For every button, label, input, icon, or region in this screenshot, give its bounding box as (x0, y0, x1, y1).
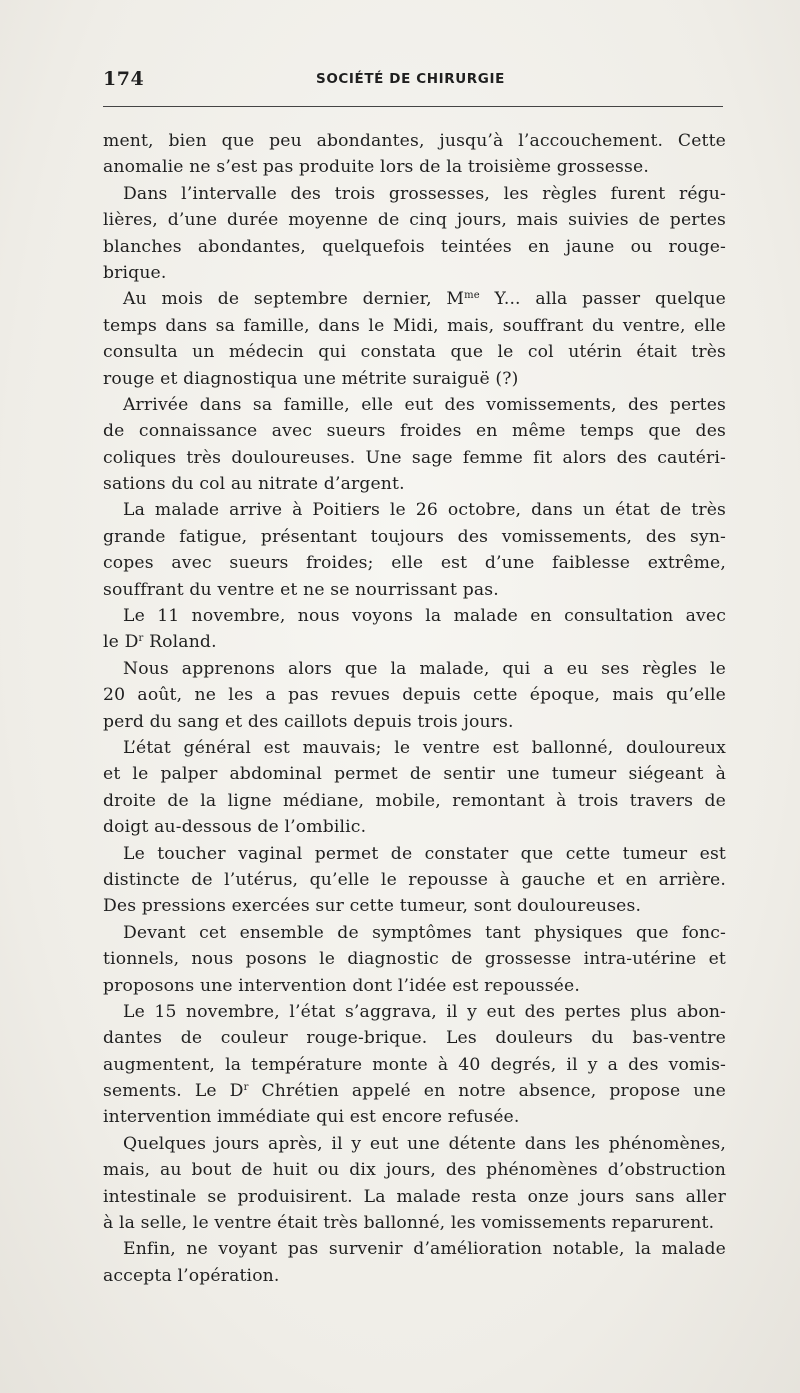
text-line-content: lières, d’une durée moyenne de cinq jours, mais suivies de pertes (103, 210, 726, 231)
text-line (103, 761, 726, 787)
text-line (103, 893, 726, 919)
text-line-content: coliques très douloureuses. Une sage femme fit alors des cautéri- (103, 447, 726, 468)
text-line (103, 973, 726, 999)
superscript: me (464, 290, 480, 302)
text-line-content: Enfin, ne voyant pas survenir d’amélioration notable, la malade (123, 1239, 726, 1260)
text-line (103, 603, 726, 629)
text-line (103, 682, 726, 708)
body-text (103, 128, 726, 1289)
text-line-content: Nous apprenons alors que la malade, qui a eu ses règles le (123, 658, 726, 679)
page-header (103, 68, 723, 96)
text-line-content: Devant cet ensemble de symptômes tant physiques que fonc- (123, 922, 726, 943)
text-line-content: tionnels, nous posons le diagnostic de grossesse intra-utérine et (103, 949, 726, 970)
text-line (103, 1104, 726, 1130)
text-line (103, 920, 726, 946)
text-line (103, 946, 726, 972)
text-line (103, 339, 726, 365)
text-line (103, 313, 726, 339)
text-line (103, 445, 726, 471)
text-line-content: droite de la ligne médiane, mobile, remontant à trois travers de (103, 790, 726, 811)
text-line (103, 841, 726, 867)
text-line (103, 814, 726, 840)
text-line-content: L’état général est mauvais; le ventre est ballonné, douloureux (123, 737, 726, 758)
text-line (103, 1052, 726, 1078)
text-line-content: temps dans sa famille, dans le Midi, mais, souffrant du ventre, elle (103, 315, 726, 336)
text-line-content: et le palper abdominal permet de sentir une tumeur siégeant à (103, 764, 726, 785)
running-title: SOCIÉTÉ DE CHIRURGIE (316, 71, 505, 87)
text-line (103, 260, 726, 286)
text-line-content: anomalie ne s’est pas produite lors de la troisième grossesse. (103, 157, 649, 178)
superscript: r (138, 633, 144, 645)
text-line (103, 1131, 726, 1157)
text-line-content: à la selle, le ventre était très ballonné, les vomissements reparurent. (103, 1213, 715, 1234)
text-line (103, 709, 726, 735)
text-line-content: Dans l’intervalle des trois grossesses, les règles furent régu- (123, 183, 726, 204)
text-line-content: Au mois de septembre dernier, M (123, 289, 465, 310)
text-line (103, 418, 726, 444)
text-line (103, 154, 726, 180)
text-line (103, 629, 726, 655)
text-line-content: rouge et diagnostiqua une métrite suraiguë (?) (103, 368, 519, 389)
text-line-content: Le toucher vaginal permet de constater que cette tumeur est (123, 843, 726, 864)
text-line-continuation: Roland. (143, 632, 217, 653)
text-line-content: perd du sang et des caillots depuis trois jours. (103, 711, 514, 732)
text-line (103, 735, 726, 761)
text-line (103, 1078, 726, 1104)
text-line-content: consulta un médecin qui constata que le col utérin était très (103, 342, 726, 363)
text-line (103, 999, 726, 1025)
text-line (103, 1263, 726, 1289)
text-line (103, 524, 726, 550)
text-line-content: Arrivée dans sa famille, elle eut des vomissements, des pertes (123, 394, 726, 415)
text-line-content: Quelques jours après, il y eut une détente dans les phénomènes, (123, 1133, 726, 1154)
text-line (103, 550, 726, 576)
text-line (103, 207, 726, 233)
text-line-content: Des pressions exercées sur cette tumeur, sont douloureuses. (103, 896, 642, 917)
text-line-content: grande fatigue, présentant toujours des vomissements, des syn- (103, 526, 726, 547)
text-line-content: doigt au-dessous de l’ombilic. (103, 817, 367, 838)
text-line-content: accepta l’opération. (103, 1265, 280, 1286)
text-line (103, 128, 726, 154)
text-line (103, 366, 726, 392)
text-line (103, 234, 726, 260)
text-line-content: intervention immédiate qui est encore refusée. (103, 1107, 520, 1128)
text-line-content: augmentent, la température monte à 40 degrés, il y a des vomis- (103, 1054, 726, 1075)
text-line (103, 1210, 726, 1236)
text-line (103, 788, 726, 814)
text-line-content: dantes de couleur rouge-brique. Les douleurs du bas-ventre (103, 1028, 726, 1049)
text-line-content: intestinale se produisirent. La malade resta onze jours sans aller (103, 1186, 726, 1207)
text-line-content: distincte de l’utérus, qu’elle le repousse à gauche et en arrière. (103, 869, 726, 890)
text-line-content: souffrant du ventre et ne se nourrissant pas. (103, 579, 499, 600)
text-line-content: de connaissance avec sueurs froides en même temps que des (103, 421, 726, 442)
text-line-content: le D (103, 632, 139, 653)
text-line (103, 497, 726, 523)
text-line (103, 1236, 726, 1262)
superscript: r (243, 1082, 249, 1094)
text-line-content: proposons une intervention dont l’idée est repoussée. (103, 975, 580, 996)
text-line-content: sements. Le D (103, 1081, 244, 1102)
text-line-content: mais, au bout de huit ou dix jours, des phénomènes d’obstruction (103, 1160, 726, 1181)
text-line-content: ment, bien que peu abondantes, jusqu’à l’accouchement. Cette (103, 131, 726, 151)
text-line-content: Le 11 novembre, nous voyons la malade en consultation avec (123, 606, 726, 627)
text-line (103, 656, 726, 682)
text-line (103, 471, 726, 497)
text-line (103, 286, 726, 312)
text-line (103, 577, 726, 603)
text-line-content: sations du col au nitrate d’argent. (103, 474, 405, 495)
text-line-content: Le 15 novembre, l’état s’aggrava, il y eut des pertes plus abon- (123, 1001, 726, 1022)
text-line (103, 181, 726, 207)
page-number: 174 (103, 68, 145, 90)
text-line-content: copes avec sueurs froides; elle est d’une faiblesse extrême, (103, 553, 726, 574)
header-rule (103, 106, 723, 107)
text-line-content: brique. (103, 262, 167, 283)
text-line-content: La malade arrive à Poitiers le 26 octobre, dans un état de très (123, 500, 726, 521)
text-line (103, 392, 726, 418)
text-line (103, 1157, 726, 1183)
text-line (103, 867, 726, 893)
text-line-continuation: Y... alla passer quelque (479, 289, 726, 310)
text-line (103, 1025, 726, 1051)
text-line-content: blanches abondantes, quelquefois teintées en jaune ou rouge- (103, 236, 726, 257)
text-line (103, 1184, 726, 1210)
text-line-content: 20 août, ne les a pas revues depuis cette époque, mais qu’elle (103, 685, 726, 706)
text-line-continuation: Chrétien appelé en notre absence, propose une (248, 1081, 727, 1102)
